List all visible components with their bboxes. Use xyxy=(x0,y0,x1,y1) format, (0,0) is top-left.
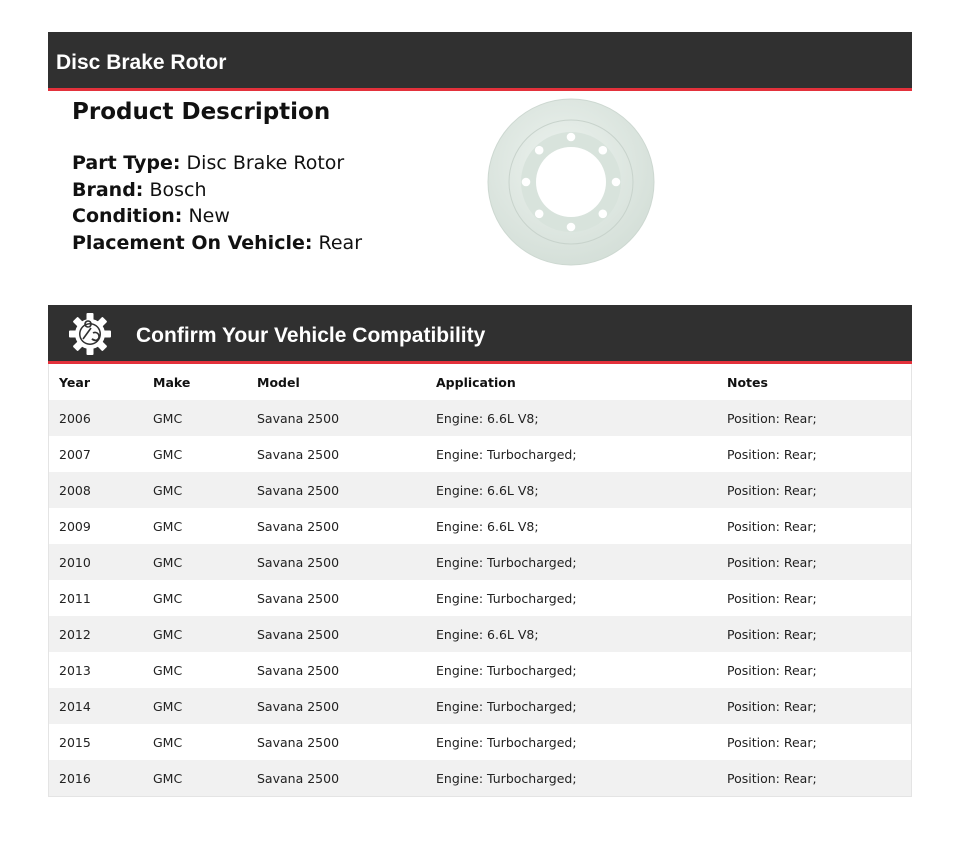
column-header-model: Model xyxy=(257,374,300,390)
cell-year: 2015 xyxy=(59,734,91,750)
cell-make: GMC xyxy=(153,734,183,750)
description-heading: Product Description xyxy=(72,99,331,125)
cell-model: Savana 2500 xyxy=(257,518,340,534)
gear-icon xyxy=(68,312,112,356)
column-header-notes: Notes xyxy=(727,374,768,390)
table-row xyxy=(49,400,911,436)
column-header-make: Make xyxy=(153,374,191,390)
cell-application: Engine: Turbocharged; xyxy=(436,590,577,606)
cell-notes: Position: Rear; xyxy=(727,446,817,462)
table-row xyxy=(49,616,911,652)
cell-application: Engine: 6.6L V8; xyxy=(436,626,539,642)
spec-key: Part Type: xyxy=(72,152,181,174)
cell-notes: Position: Rear; xyxy=(727,626,817,642)
cell-model: Savana 2500 xyxy=(257,554,340,570)
product-description xyxy=(72,96,452,256)
cell-application: Engine: 6.6L V8; xyxy=(436,518,539,534)
cell-make: GMC xyxy=(153,626,183,642)
cell-make: GMC xyxy=(153,446,183,462)
cell-make: GMC xyxy=(153,662,183,678)
table-row xyxy=(49,724,911,760)
spec-value: Bosch xyxy=(149,178,207,201)
cell-model: Savana 2500 xyxy=(257,446,340,462)
cell-application: Engine: Turbocharged; xyxy=(436,446,577,462)
cell-model: Savana 2500 xyxy=(257,590,340,606)
cell-make: GMC xyxy=(153,518,183,534)
cell-notes: Position: Rear; xyxy=(727,770,817,786)
cell-year: 2012 xyxy=(59,626,91,642)
cell-application: Engine: Turbocharged; xyxy=(436,554,577,570)
cell-make: GMC xyxy=(153,698,183,714)
cell-application: Engine: Turbocharged; xyxy=(436,698,577,714)
table-row xyxy=(49,544,911,580)
spec-key: Condition: xyxy=(72,205,183,227)
cell-year: 2016 xyxy=(59,770,91,786)
cell-model: Savana 2500 xyxy=(257,626,340,642)
cell-make: GMC xyxy=(153,554,183,570)
cell-make: GMC xyxy=(153,410,183,426)
spec-placement xyxy=(72,230,452,257)
table-row xyxy=(49,688,911,724)
spec-value: Disc Brake Rotor xyxy=(186,152,345,174)
cell-application: Engine: Turbocharged; xyxy=(436,770,577,786)
cell-make: GMC xyxy=(153,482,183,498)
cell-application: Engine: 6.6L V8; xyxy=(436,482,539,498)
table-row xyxy=(49,508,911,544)
cell-year: 2009 xyxy=(59,518,91,534)
cell-application: Engine: Turbocharged; xyxy=(436,662,577,678)
column-header-year: Year xyxy=(59,374,90,390)
cell-make: GMC xyxy=(153,770,183,786)
cell-notes: Position: Rear; xyxy=(727,410,817,426)
table-row xyxy=(49,472,911,508)
spec-value: Rear xyxy=(318,231,363,254)
cell-year: 2006 xyxy=(59,410,91,426)
cell-model: Savana 2500 xyxy=(257,698,340,714)
table-row xyxy=(49,652,911,688)
cell-application: Engine: Turbocharged; xyxy=(436,734,577,750)
cell-model: Savana 2500 xyxy=(257,662,340,678)
cell-notes: Position: Rear; xyxy=(727,590,817,606)
product-title-banner xyxy=(48,32,912,91)
product-title: Disc Brake Rotor xyxy=(56,51,227,74)
cell-application: Engine: 6.6L V8; xyxy=(436,410,539,426)
cell-year: 2013 xyxy=(59,662,91,678)
table-row xyxy=(49,580,911,616)
cell-year: 2007 xyxy=(59,446,91,462)
table-row xyxy=(49,760,911,796)
table-header-row xyxy=(49,364,911,400)
spec-key: Placement On Vehicle: xyxy=(72,231,313,254)
cell-make: GMC xyxy=(153,590,183,606)
cell-notes: Position: Rear; xyxy=(727,518,817,534)
cell-model: Savana 2500 xyxy=(257,482,340,498)
column-header-application: Application xyxy=(436,374,516,390)
cell-model: Savana 2500 xyxy=(257,770,340,786)
compatibility-table xyxy=(48,364,912,797)
cell-model: Savana 2500 xyxy=(257,410,340,426)
compatibility-title: Confirm Your Vehicle Compatibility xyxy=(136,324,486,347)
spec-condition xyxy=(72,203,452,230)
brake-rotor-image xyxy=(486,97,656,267)
cell-year: 2014 xyxy=(59,698,91,714)
spec-brand xyxy=(72,177,452,204)
spec-value: New xyxy=(188,205,230,227)
cell-notes: Position: Rear; xyxy=(727,482,817,498)
compatibility-banner xyxy=(48,305,912,364)
spec-part-type xyxy=(72,150,452,177)
table-row xyxy=(49,436,911,472)
cell-notes: Position: Rear; xyxy=(727,734,817,750)
cell-year: 2010 xyxy=(59,554,91,570)
cell-notes: Position: Rear; xyxy=(727,662,817,678)
spec-list xyxy=(72,150,452,256)
cell-notes: Position: Rear; xyxy=(727,554,817,570)
cell-notes: Position: Rear; xyxy=(727,698,817,714)
cell-model: Savana 2500 xyxy=(257,734,340,750)
cell-year: 2008 xyxy=(59,482,91,498)
cell-year: 2011 xyxy=(59,590,91,606)
spec-key: Brand: xyxy=(72,178,144,201)
